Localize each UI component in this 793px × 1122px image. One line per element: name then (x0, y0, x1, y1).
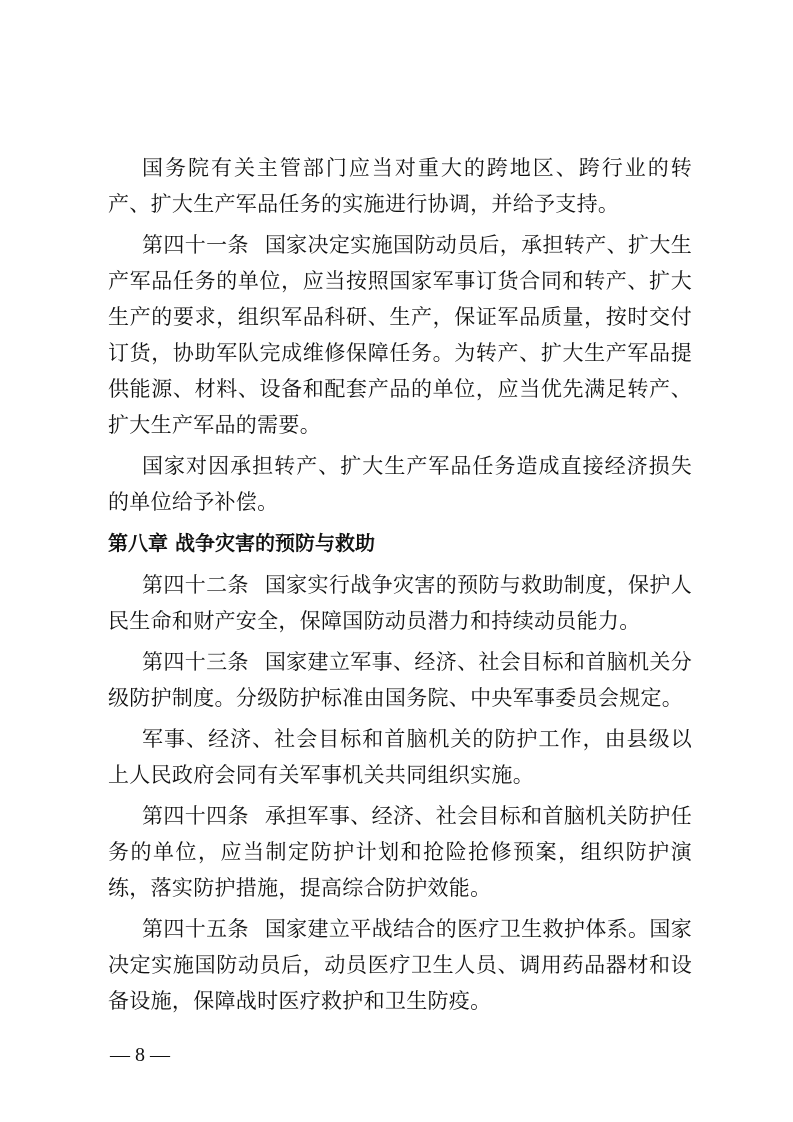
paragraph-text: 军事、经济、社会目标和首脑机关的防护工作，由县级以上人民政府会同有关军事机关共同组织实施。 (108, 727, 692, 787)
paragraph-text: 国家建立军事、经济、社会目标和首脑机关分级防护制度。分级防护标准由国务院、中央军事委员会规定。 (108, 650, 692, 710)
chapter-heading: 第八章 战争灾害的预防与救助 (108, 531, 375, 555)
article-number: 第四十三条 (142, 650, 249, 674)
paragraph-article-45 (108, 911, 692, 1019)
paragraph-text: 国务院有关主管部门应当对重大的跨地区、跨行业的转产、扩大生产军品任务的实施进行协调，并给予支持。 (108, 156, 692, 216)
article-number: 第四十二条 (142, 573, 249, 597)
paragraph-article-42 (108, 567, 692, 639)
paragraph-text: 国家对因承担转产、扩大生产军品任务造成直接经济损失的单位给予补偿。 (108, 454, 692, 514)
paragraph-article-41 (108, 227, 692, 443)
paragraph-protection-work (108, 721, 692, 793)
paragraph-text: 国家建立平战结合的医疗卫生救护体系。国家决定实施国防动员后，动员医疗卫生人员、调用药品器材和设备设施，保障战时医疗救护和卫生防疫。 (108, 917, 692, 1013)
paragraph-text: 承担军事、经济、社会目标和首脑机关防护任务的单位，应当制定防护计划和抢险抢修预案，组织防护演练，落实防护措施，提高综合防护效能。 (108, 804, 692, 900)
article-number: 第四十四条 (142, 804, 249, 828)
page-number: — 8 — (110, 1044, 170, 1066)
article-number: 第四十一条 (142, 233, 249, 257)
paragraph-article-43 (108, 644, 692, 716)
paragraph-text: 国家实行战争灾害的预防与救助制度，保护人民生命和财产安全，保障国防动员潜力和持续动员能力。 (108, 573, 692, 633)
paragraph-text: 国家决定实施国防动员后，承担转产、扩大生产军品任务的单位，应当按照国家军事订货合同和转产、扩大生产的要求，组织军品科研、生产，保证军品质量，按时交付订货，协助军队完成维修保障任务。为转产、扩大生产军品提供能源、材料、设备和配套产品的单位，应当优先满足转产、扩大生产军品的需要。 (108, 233, 692, 437)
paragraph-compensation (108, 448, 692, 520)
body-text (108, 150, 692, 1024)
paragraph-coordination (108, 150, 692, 222)
article-number: 第四十五条 (142, 917, 249, 941)
paragraph-article-44 (108, 798, 692, 906)
